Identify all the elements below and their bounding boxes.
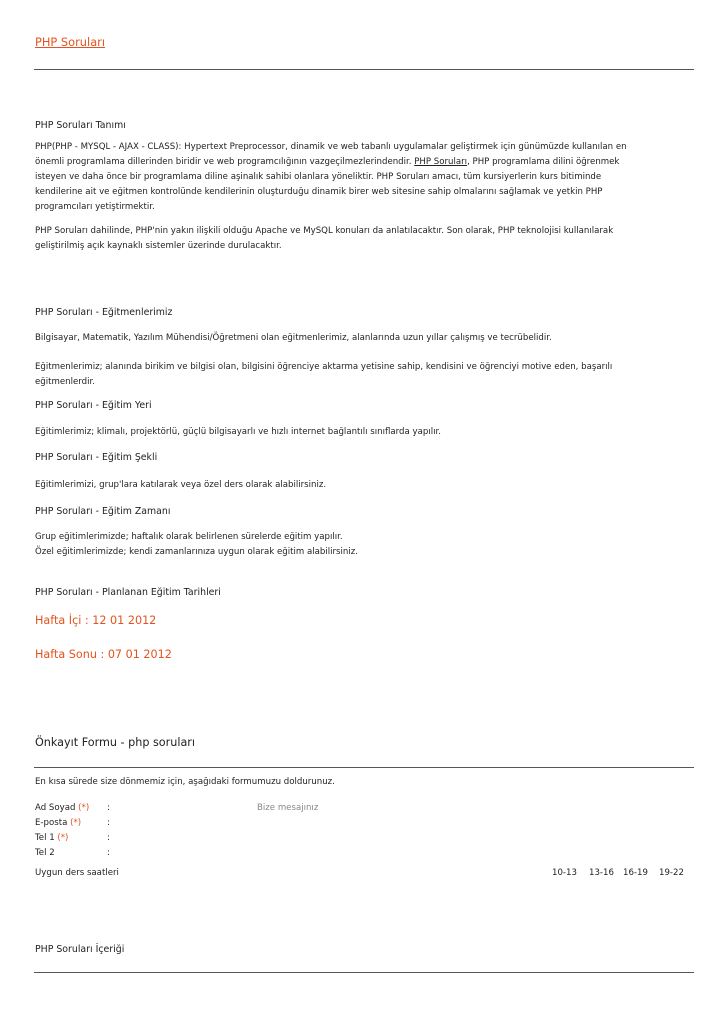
section-heading-zaman: PHP Soruları - Eğitim Zamanı (35, 506, 171, 517)
section-heading-icerik: PHP Soruları İçeriği (35, 944, 125, 955)
form-intro: En kısa sürede size dönmemiz için, aşağıdaki formumuzu doldurunuz. (35, 777, 335, 787)
message-textarea[interactable]: Bize mesajınız (257, 803, 319, 813)
hours-label: Uygun ders saatleri (35, 868, 119, 878)
tanim-line: PHP Soruları dahilinde, PHP'nin yakın ilişkili olduğu Apache ve MySQL konuları da anlatılacaktır. Son olarak, PHP teknolojisi kullanılarak (35, 226, 614, 236)
field-ad-soyad[interactable]: Ad Soyad (*) : (35, 801, 335, 816)
form-title: Önkayıt Formu - php soruları (35, 736, 196, 749)
tanim-line: kendilerine ait ve eğitmen kontrolünde kendilerinin oluşturduğu dinamik birer web sitesine sahip olmalarını sağlamak ve yetkin PHP (35, 187, 603, 197)
field-label: E-posta (*) (35, 818, 82, 828)
required-marker: (*) (78, 803, 90, 813)
tanim-line: isteyen ve daha önce bir programlama diline aşinalık sahibi olanlara yöneliktir. PHP Soruları amacı, tüm kursiyerlerin kurs bitiminde (35, 172, 602, 182)
section-heading-sekil: PHP Soruları - Eğitim Şekli (35, 452, 158, 463)
form-divider (34, 767, 694, 768)
hour-option-13-16[interactable]: 13-16 (589, 868, 614, 878)
hafta-sonu-date: Hafta Sonu : 07 01 2012 (35, 648, 172, 661)
tanim-line: programcıları yetiştirmektir. (35, 202, 155, 212)
hafta-ici-date: Hafta İçi : 12 01 2012 (35, 614, 157, 627)
hour-option-10-13[interactable]: 10-13 (552, 868, 577, 878)
section-heading-tanim: PHP Soruları Tanımı (35, 120, 126, 131)
tanim-line: PHP(PHP - MYSQL - AJAX - CLASS): Hypertext Preprocessor, dinamik ve web tabanlı uygulamalar geliştirmek için günümüzde kullanılan en (35, 142, 627, 152)
field-tel-1[interactable]: Tel 1 (*) : (35, 831, 335, 846)
tanim-paragraph (35, 140, 695, 215)
required-marker: (*) (70, 818, 82, 828)
egitmen-paragraph-2: Eğitmenlerimiz; alanında birikim ve bilgisi olan, bilgisini öğrenciye aktarma yetisine sahip, kendisini ve öğrenciyi motive eden, başarılı eğitmenlerdir. (35, 362, 613, 387)
header-divider (34, 69, 694, 70)
zaman-paragraph: Grup eğitimlerimizde; haftalık olarak belirlenen sürelerde eğitim yapılır. Özel eğitimlerimizde; kendi zamanlarınıza uygun olarak eğitim alabilirsiniz. (35, 532, 358, 557)
field-label: Ad Soyad (*) (35, 803, 90, 813)
section-heading-tarihler: PHP Soruları - Planlanan Eğitim Tarihleri (35, 587, 221, 598)
footer-divider (34, 972, 694, 973)
tanim-line: geliştirilmiş açık kaynaklı sistemler üzerinde durulacaktır. (35, 241, 282, 251)
field-e-posta[interactable]: E-posta (*) : (35, 816, 335, 831)
section-heading-yer: PHP Soruları - Eğitim Yeri (35, 400, 152, 411)
php-sorulari-inline-link[interactable]: PHP Soruları (414, 157, 468, 167)
field-label: Tel 2 (35, 848, 55, 858)
php-sorulari-link[interactable]: PHP Soruları (35, 35, 106, 49)
yer-paragraph: Eğitimlerimiz; klimalı, projektörlü, güçlü bilgisayarlı ve hızlı internet bağlantılı sınıflarda yapılır. (35, 427, 441, 437)
required-marker: (*) (57, 833, 69, 843)
tanim-line: önemli programlama dillerinden biridir ve web programcılığının vazgeçilmezlerindendir. PHP Soruları, PHP programlama dilini öğrenmek (35, 157, 620, 167)
hour-option-16-19[interactable]: 16-19 (623, 868, 648, 878)
field-label: Tel 1 (*) (35, 833, 69, 843)
tanim-paragraph-2 (35, 224, 695, 254)
section-heading-egitmenler: PHP Soruları - Eğitmenlerimiz (35, 307, 173, 318)
field-tel-2[interactable]: Tel 2 : (35, 846, 335, 861)
egitmen-paragraph-1: Bilgisayar, Matematik, Yazılım Mühendisi/Öğretmeni olan eğitmenlerimiz, alanlarında uzun yıllar çalışmış ve tecrübelidir. (35, 333, 552, 343)
hour-option-19-22[interactable]: 19-22 (659, 868, 684, 878)
sekil-paragraph: Eğitimlerimizi, grup'lara katılarak veya özel ders olarak alabilirsiniz. (35, 480, 327, 490)
